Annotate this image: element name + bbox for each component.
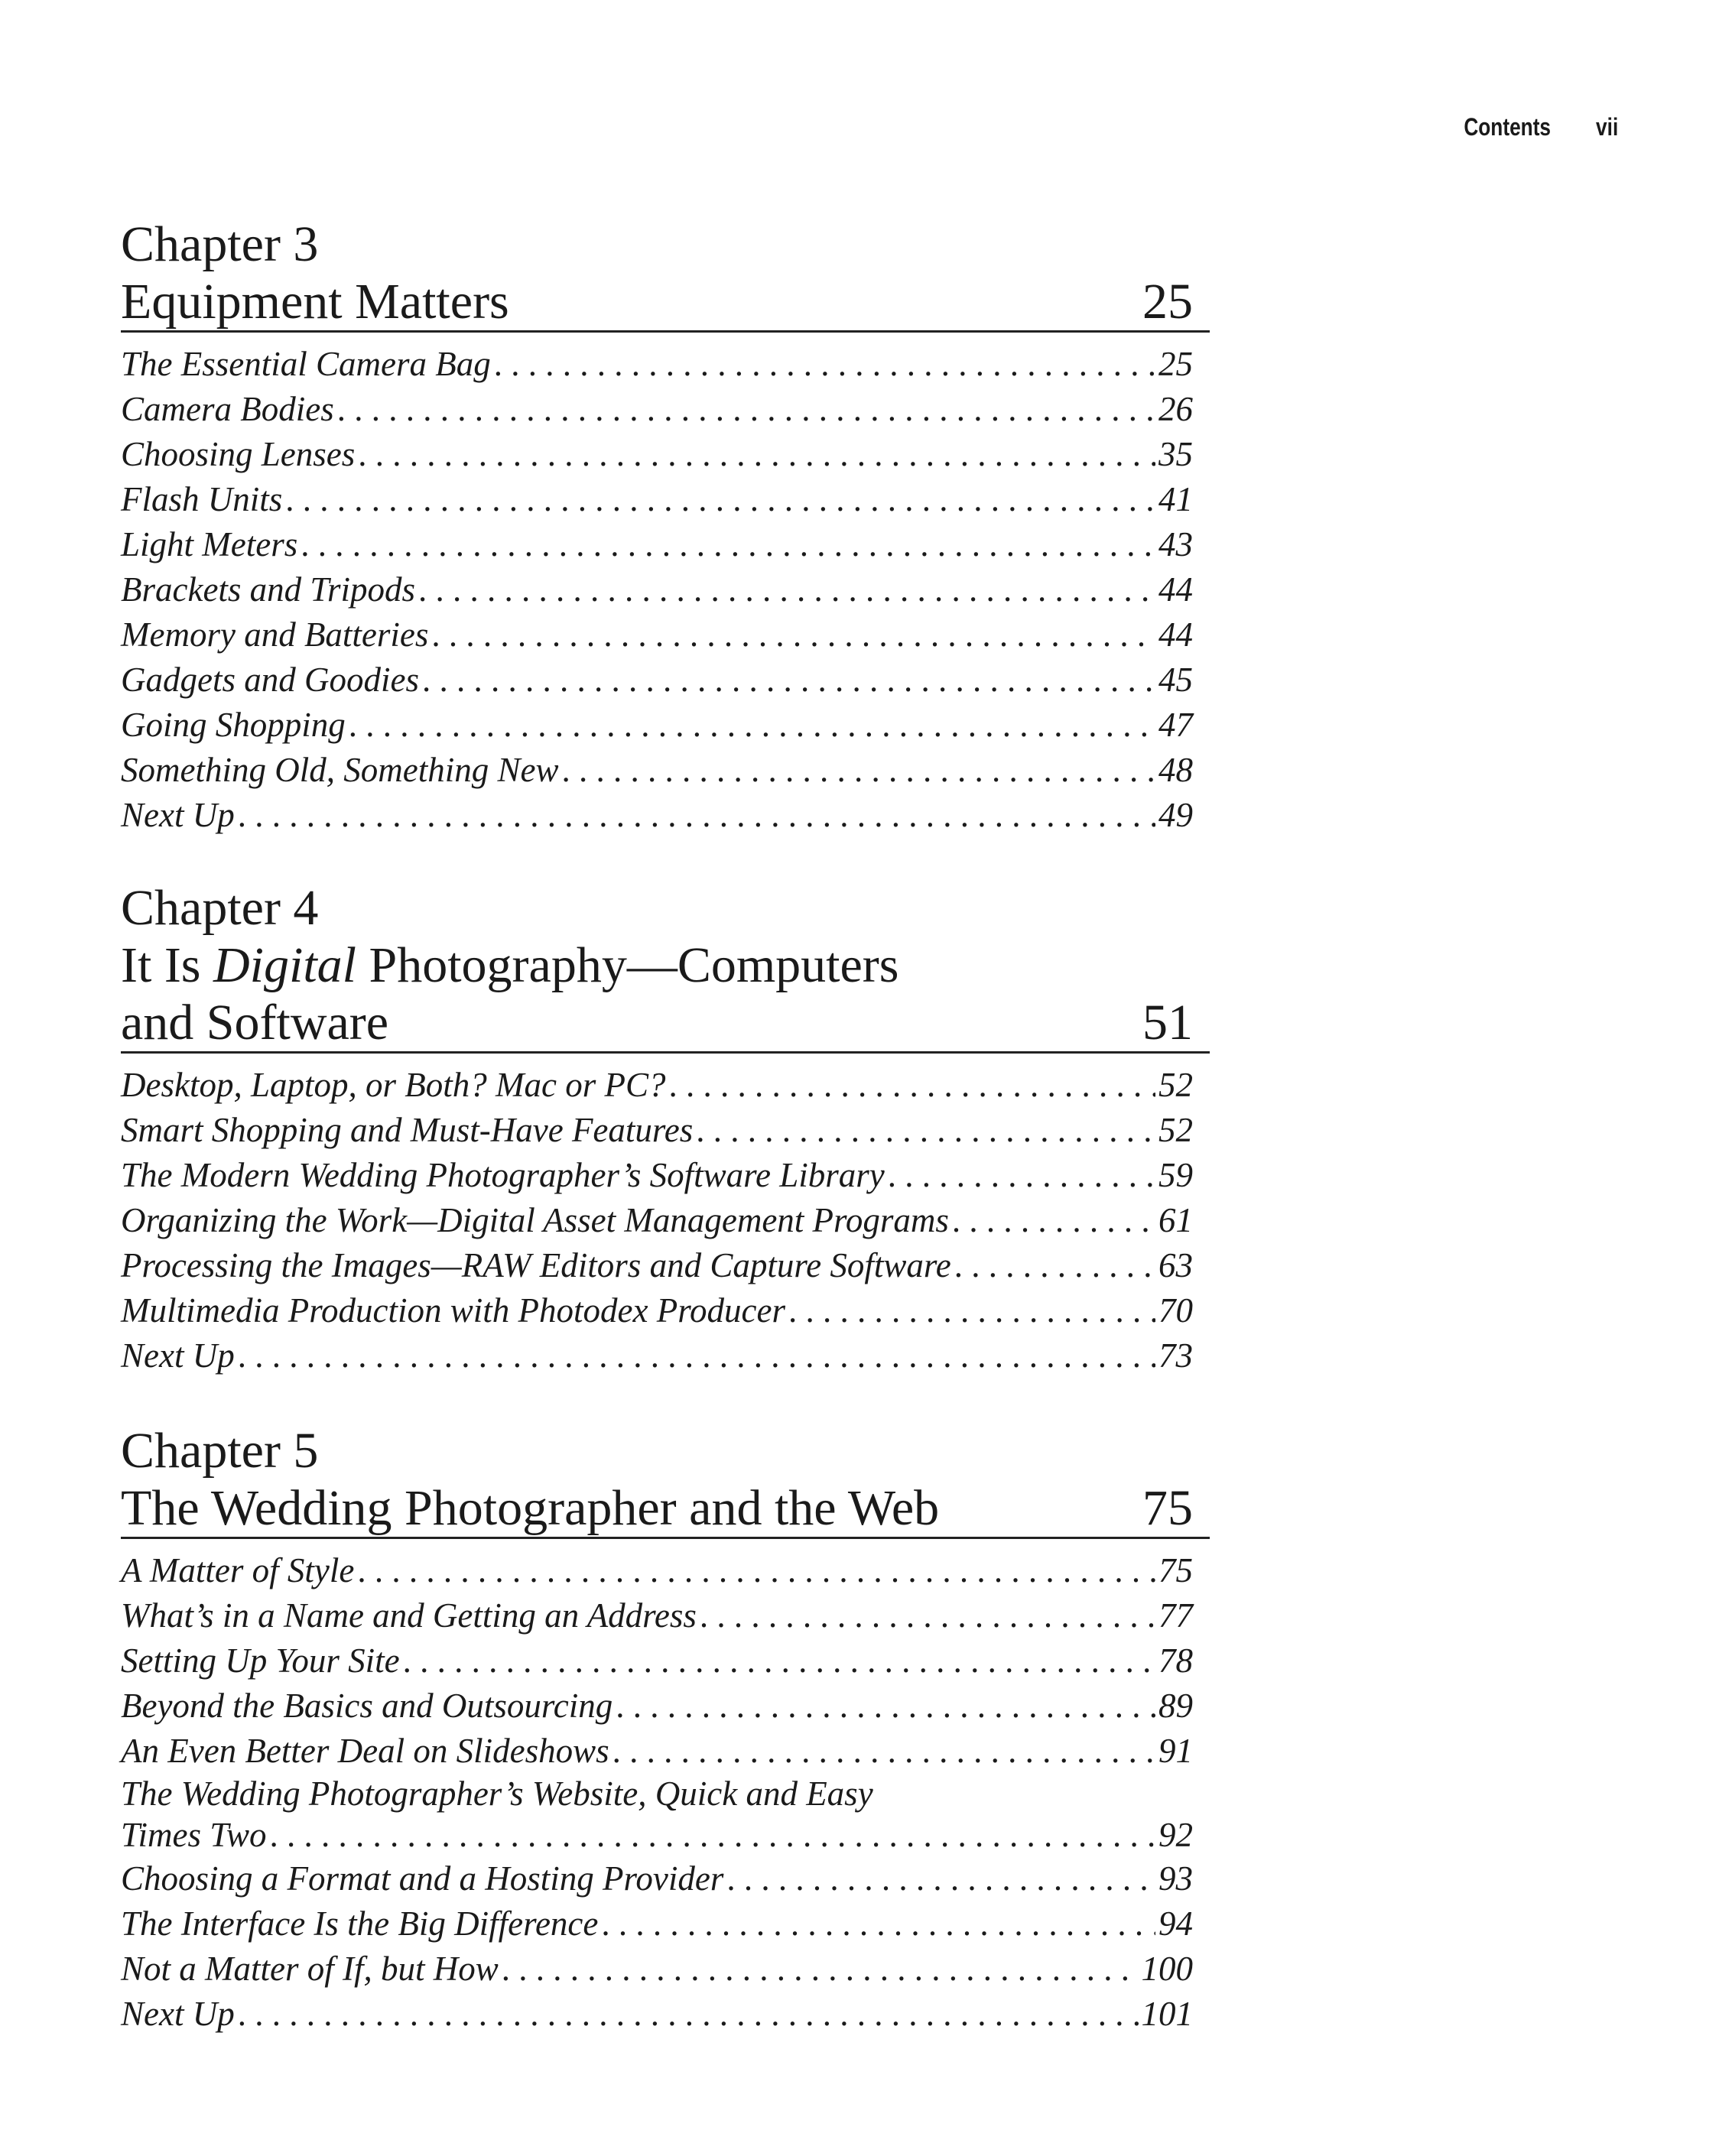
toc-entry-page: 59 [1158,1156,1193,1194]
toc-entry-title: Light Meters [121,525,298,563]
dot-leader [418,567,1155,612]
toc-entry-page: 49 [1158,796,1193,834]
chapter-4-title-line2: and Software [121,995,389,1050]
dot-leader [357,1548,1155,1593]
toc-entry[interactable] [121,703,1210,748]
chapter-5-title: The Wedding Photographer and the Web [121,1480,940,1536]
toc-entry[interactable] [121,432,1210,477]
toc-entry-page: 44 [1158,570,1193,609]
dot-leader [494,342,1155,387]
toc-entry-page: 70 [1158,1291,1193,1330]
chapter-4-entries [121,1063,1210,1378]
toc-entry-page: 48 [1158,751,1193,789]
toc-entry[interactable] [121,522,1210,567]
dot-leader [431,612,1155,658]
toc-entry[interactable] [121,1901,1210,1947]
toc-entry[interactable] [121,748,1210,793]
dot-leader [301,522,1155,567]
chapter-5-page-number: 75 [1142,1480,1193,1536]
toc-entry-title: Multimedia Production with Photodex Producer [121,1291,786,1330]
toc-entry-page: 100 [1141,1950,1193,1988]
chapter-3-page-number: 25 [1142,274,1193,330]
toc-entry[interactable] [121,1198,1210,1243]
toc-entry[interactable] [121,1333,1210,1378]
toc-entry-title: Choosing a Format and a Hosting Provider [121,1859,724,1898]
chapter-3-entries [121,342,1210,838]
toc-entry-page: 25 [1158,345,1193,383]
toc-entry-page: 45 [1158,661,1193,699]
toc-entry[interactable] [121,658,1210,703]
toc-entry-page: 43 [1158,525,1193,563]
dot-leader [613,1729,1155,1774]
dot-leader [668,1063,1155,1108]
toc-entry[interactable] [121,1947,1210,1992]
toc-entry[interactable] [121,387,1210,432]
chapter-5-heading [121,1422,1210,1539]
dot-leader [422,658,1155,703]
chapter-4-heading [121,879,1210,1054]
toc-entry[interactable] [121,567,1210,612]
toc-entry-title: The Essential Camera Bag [121,345,491,383]
toc-entry-title: Flash Units [121,480,283,518]
toc-entry-title: What’s in a Name and Getting an Address [121,1596,697,1635]
toc-entry-page: 93 [1158,1859,1193,1898]
toc-entry-title: Going Shopping [121,706,346,744]
toc-entry-title: Choosing Lenses [121,435,356,473]
toc-entry[interactable] [121,612,1210,658]
dot-leader [888,1153,1155,1198]
dot-leader [696,1108,1155,1153]
dot-leader [337,387,1155,432]
toc-entry-title: The Interface Is the Big Difference [121,1904,599,1943]
chapter-3-title: Equipment Matters [121,274,509,330]
toc-entry-title: Processing the Images—RAW Editors and Capture Software [121,1246,951,1284]
toc-entry-title: An Even Better Deal on Slideshows [121,1732,609,1770]
chapter-5-entries [121,1548,1210,2037]
toc-entry-page: 52 [1158,1066,1193,1104]
toc-entry-page: 52 [1158,1111,1193,1149]
toc-entry[interactable] [121,342,1210,387]
chapter-3 [121,216,1210,838]
toc-entry-page: 92 [1158,1816,1193,1854]
toc-entry-page: 26 [1158,390,1193,428]
toc-entry-title: Beyond the Basics and Outsourcing [121,1687,613,1725]
toc-entry-title: Not a Matter of If, but How [121,1950,499,1988]
toc-entry[interactable] [121,1729,1210,1774]
toc-entry[interactable] [121,1243,1210,1288]
toc-entry-title: Brackets and Tripods [121,570,416,609]
chapter-4 [121,879,1210,1378]
toc-entry[interactable] [121,1593,1210,1638]
toc-entry[interactable] [121,1992,1210,2037]
toc-entry-title: A Matter of Style [121,1551,355,1589]
toc-entry-title: Smart Shopping and Must-Have Features [121,1111,694,1149]
dot-leader [238,1333,1155,1378]
toc-entry-title: Camera Bodies [121,390,334,428]
chapter-3-heading [121,216,1210,333]
toc-entry-title: Desktop, Laptop, or Both? Mac or PC? [121,1066,666,1104]
running-head [1464,113,1618,141]
dot-leader [954,1243,1155,1288]
chapter-5 [121,1422,1210,2037]
chapter-3-label: Chapter 3 [121,216,319,272]
toc-entry-title: Setting Up Your Site [121,1641,400,1680]
dot-leader [601,1901,1155,1947]
toc-entry[interactable] [121,1108,1210,1153]
toc-entry[interactable] [121,477,1210,522]
toc-entry-page: 61 [1158,1201,1193,1239]
toc-entry-title: Memory and Batteries [121,615,429,654]
toc-entry-page: 89 [1158,1687,1193,1725]
toc-entry-title: Next Up [121,796,235,834]
chapter-5-label: Chapter 5 [121,1423,319,1479]
toc-entry-page: 63 [1158,1246,1193,1284]
toc-entry-page: 94 [1158,1904,1193,1943]
toc-entry-title-line2: Times Two [121,1816,267,1854]
dot-leader [502,1947,1139,1992]
chapter-4-label: Chapter 4 [121,880,319,936]
toc-entry-title-line1: The Wedding Photographer’s Website, Quick and Easy [121,1774,873,1813]
dot-leader [788,1288,1155,1333]
dot-leader [700,1593,1155,1638]
toc-entry-title: Something Old, Something New [121,751,559,789]
dot-leader [238,793,1155,838]
toc-entry-page: 75 [1158,1551,1193,1589]
toc-entry-title: Next Up [121,1995,235,2033]
chapter-4-title-emphasis: Digital [213,937,356,993]
dot-leader [358,432,1155,477]
toc-entry-title: Gadgets and Goodies [121,661,419,699]
toc-entry-title: Next Up [121,1336,235,1375]
dot-leader [616,1684,1155,1729]
toc-entry[interactable] [121,1638,1210,1684]
toc-entry[interactable] [121,1684,1210,1729]
toc-entry-page: 91 [1158,1732,1193,1770]
chapter-4-page-number: 51 [1142,995,1193,1050]
toc-entry[interactable] [121,1063,1210,1108]
chapter-4-title-prefix: It Is [121,937,213,993]
toc-entry-page: 35 [1158,435,1193,473]
toc-entry-page: 101 [1141,1995,1193,2033]
toc-entry[interactable] [121,1153,1210,1198]
dot-leader [269,1813,1155,1856]
toc-entry[interactable] [121,1288,1210,1333]
toc-entry[interactable] [121,1856,1210,1901]
toc-entry[interactable] [121,793,1210,838]
chapter-4-title-line1 [121,937,1210,994]
chapter-4-title-rest: Photography—Computers [356,937,899,993]
toc-entry-page: 47 [1158,706,1193,744]
dot-leader [349,703,1155,748]
running-head-page-number: vii [1595,113,1618,141]
dot-leader [952,1198,1155,1243]
toc-entry-page: 77 [1158,1596,1193,1635]
toc-entry-title: The Modern Wedding Photographer’s Software Library [121,1156,885,1194]
dot-leader [561,748,1155,793]
dot-leader [238,1992,1139,2037]
dot-leader [285,477,1155,522]
toc-entry-title: Organizing the Work—Digital Asset Management Programs [121,1201,949,1239]
toc-entry-page: 73 [1158,1336,1193,1375]
dot-leader [403,1638,1155,1684]
toc-entry-page: 44 [1158,615,1193,654]
toc-entry[interactable] [121,1548,1210,1593]
dot-leader [726,1856,1155,1901]
toc-entry-page: 41 [1158,480,1193,518]
toc-entry-page: 78 [1158,1641,1193,1680]
toc-entry[interactable] [121,1774,1210,1856]
running-head-section: Contents [1464,113,1551,141]
